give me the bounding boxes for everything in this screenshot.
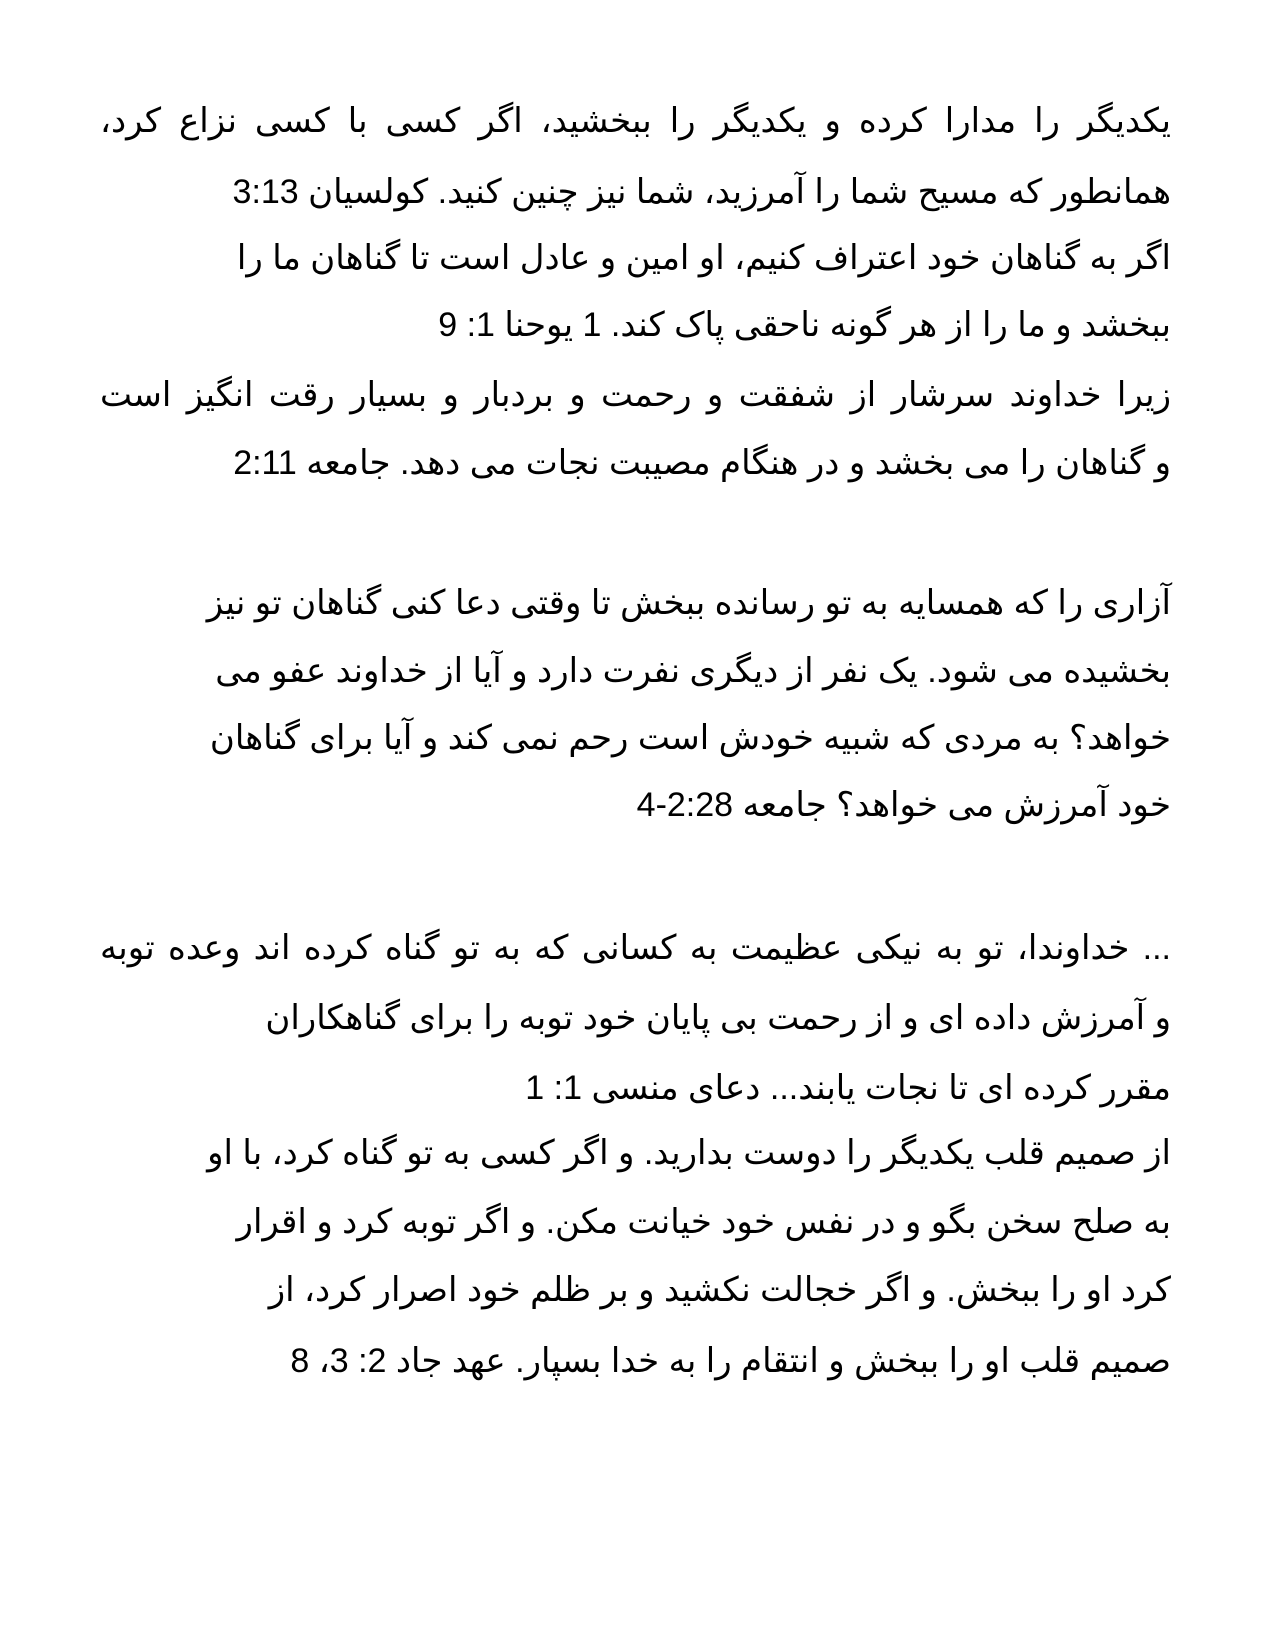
text-line: مقرر کرده ای تا نجات یابند... دعای منسی 1: 1 (525, 1069, 1171, 1107)
text-line: به صلح سخن بگو و در نفس خود خیانت مکن. و اگر توبه کرد و اقرار (236, 1203, 1171, 1241)
text-line: از صمیم قلب یکدیگر را دوست بدارید. و اگر کسی به تو گناه کرد، با او (207, 1134, 1171, 1172)
text-line: خود آمرزش می خواهد؟ جامعه 2:28-4 (636, 786, 1171, 824)
text-line: کرد او را ببخش. و اگر خجالت نکشید و بر ظلم خود اصرار کرد، از (268, 1271, 1171, 1309)
text-line: خواهد؟ به مردی که شبیه خودش است رحم نمی کند و آیا برای گناهان (209, 719, 1171, 757)
text-line: زیرا خداوند سرشار از شفقت و رحمت و بردبار و بسیار رقت انگیز است (100, 376, 1171, 414)
text-line: ببخشد و ما را از هر گونه ناحقی پاک کند. 1 یوحنا 1: 9 (438, 306, 1171, 344)
text-line: بخشیده می شود. یک نفر از دیگری نفرت دارد و آیا از خداوند عفو می (215, 652, 1171, 690)
text-line: یکدیگر را مدارا کرده و یکدیگر را ببخشید، اگر کسی با کسی نزاع کرد، (100, 102, 1171, 140)
text-line: ... خداوندا، تو به نیکی عظیمت به کسانی که به تو گناه کرده اند وعده توبه (100, 929, 1171, 967)
text-line: آزاری را که همسایه به تو رسانده ببخش تا وقتی دعا کنی گناهان تو نیز (206, 584, 1171, 622)
text-line: و گناهان را می بخشد و در هنگام مصیبت نجات می دهد. جامعه 2:11 (233, 444, 1171, 482)
text-line: صمیم قلب او را ببخش و انتقام را به خدا بسپار. عهد جاد 2: 3، 8 (290, 1342, 1171, 1380)
text-line: همانطور که مسیح شما را آمرزید، شما نیز چنین کنید. کولسیان 3:13 (232, 173, 1171, 211)
text-line: اگر به گناهان خود اعتراف کنیم، او امین و عادل است تا گناهان ما را (236, 239, 1171, 277)
text-line: و آمرزش داده ای و از رحمت بی پایان خود توبه را برای گناهکاران (265, 999, 1171, 1037)
